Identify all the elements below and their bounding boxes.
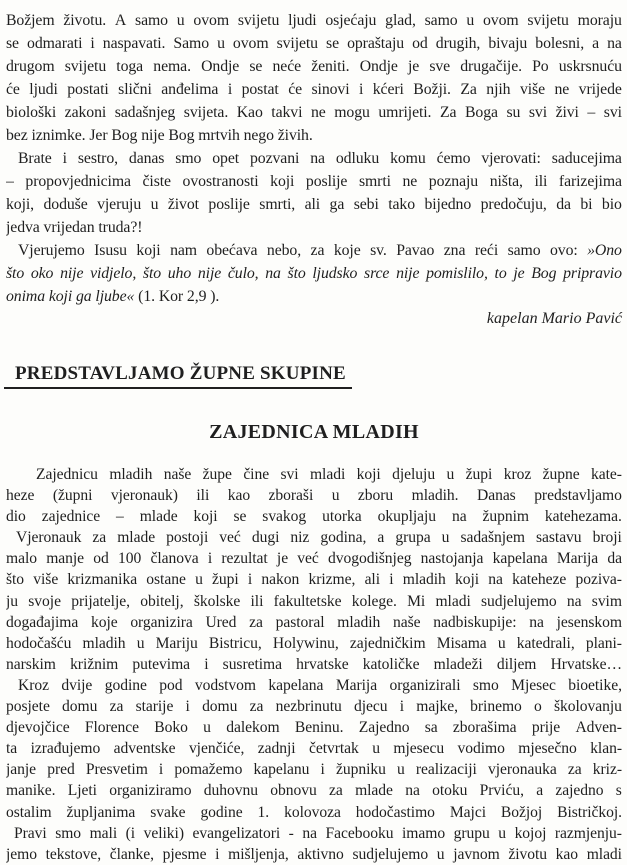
text-line: janje pred Presvetim i pomažemo kapelanu i župniku u realizaciji vjeronauka za kriz- <box>6 761 622 779</box>
text-line: će ljudi postati slični anđelima i postat će sinovi i kćeri Božji. Za njih više ne vrijede <box>6 81 622 98</box>
text-line: malo manje od 100 članova i rezultat je već dvogodišnjeg nastojanja kapelana Marija da <box>6 550 622 568</box>
text-line: ju svoje prijatelje, obitelj, školske ili fakultetske kolege. Mi mladi sudjelujemo na svim <box>6 592 622 610</box>
text-line: ta izrađujemo adventske vjenčiće, zadnji četvrtak u mjesecu vodimo mjesečno klan- <box>6 740 622 758</box>
text-line: posjete domu za starije i domu za nezbrinutu djecu i majke, brinemo o školovanju <box>6 698 622 716</box>
text-line: Kroz dvije godine pod vodstvom kapelana Marija organizirali smo Mjesec bioetike, <box>18 676 622 694</box>
text-line: jedva vrijedan truda?! <box>6 219 143 236</box>
text-line: Božjem životu. A samo u ovom svijetu ljudi osjećaju glad, samo u ovom svijetu moraju <box>6 12 622 29</box>
text-line: koji, doduše vjeruju u život poslije smrti, ali ga sebi tako bijedno predočuju, da bi bio <box>6 196 622 213</box>
text-line: Pravi smo mali (i veliki) evangelizatori - na Facebooku imamo grupu u kojoj razmjenju- <box>14 824 622 842</box>
homily-text <box>6 9 622 308</box>
author-name: kapelan Mario Pavić <box>486 310 622 327</box>
text-line: Vjerujemo Isusu koji nam obećava nebo, za koje sv. Pavao zna reći samo ovo: »Ono <box>18 242 622 259</box>
text-line: djevojčice Florence Boko u dalekom Beninu. Zajedno sa zborašima prije Adven- <box>6 719 622 737</box>
text-line: biološki zakoni sadašnjeg svijeta. Kao takvi ne mogu umrijeti. Za Boga su svi živi – svi <box>6 104 622 121</box>
text-line: se odmarati i naspavati. Samo u ovom svijetu se opraštaju od drugih, bivaju bolesni, a na <box>6 35 622 52</box>
text-line: drugom svijetu toga nema. Ondje se neće ženiti. Ondje je sve drugačije. Po uskrsnuću <box>6 58 622 75</box>
text-line: što više krizmanika ostane u župi i nakon krizme, ali i mladih koji na kateheze poziva- <box>6 571 622 589</box>
text-line: manike. Ljeti organiziramo duhovnu obnovu za mlade na otoku Prviću, a zajedno s <box>6 782 622 800</box>
text-line: događajima koje organizira Ured za pastoral mladih naše nadbiskupije: na jesenskom <box>6 613 622 631</box>
text-line: hodočašću mladih u Mariju Bistricu, Holywinu, zajedničkim Misama u katedrali, plani- <box>6 634 622 652</box>
text-line: bez iznimke. Jer Bog nije Bog mrtvih nego živih. <box>6 127 313 144</box>
article-text <box>6 464 622 865</box>
text-line: narskim križnim putevima i susretima hrvatske katoličke mladeži diljem Hrvatske… <box>6 655 622 673</box>
text-line: Zajednicu mladih naše župe čine svi mladi koji djeluju u župi kroz župne kate- <box>36 466 622 483</box>
section-heading: PREDSTAVLJAMO ŽUPNE SKUPINE <box>4 363 352 389</box>
article-title: ZAJEDNICA MLADIH <box>209 421 419 443</box>
text-line: dio zajednice – mlade koji se svakog utorka okupljaju na župnim katehezama. <box>6 508 622 526</box>
text-line: – propovjednicima čiste ovostranosti koji poslije smrti ne poznaju ništa, ili farizejima <box>6 173 622 190</box>
text-line: što oko nije vidjelo, što uho nije čulo, na što ljudsko srce nije pomislilo, to je Bog pripravio <box>6 265 622 282</box>
rubric-row <box>6 363 622 389</box>
text-line: Vjeronauk za mlade postoji već dugi niz godina, a grupa u sadašnjem sastavu broji <box>16 529 622 547</box>
text-line: jemo tekstove, članke, pjesme i mišljenja, aktivno sudjelujemo u javnom životu kao mladi <box>6 845 622 863</box>
text-line: heze (župni vjeronauk) ili kao zboraši u zboru mladih. Danas predstavljamo <box>6 487 622 505</box>
text-line: onima koji ga ljube« (1. Kor 2,9 ). <box>6 288 220 305</box>
author-signature <box>6 309 622 329</box>
text-line: ostalim župljanima svake godine 1. kolovoza hodočastimo Majci Božjoj Bistričkoj. <box>6 803 622 821</box>
text-line: Brate i sestro, danas smo opet pozvani na odluku komu ćemo vjerovati: saducejima <box>18 150 622 167</box>
